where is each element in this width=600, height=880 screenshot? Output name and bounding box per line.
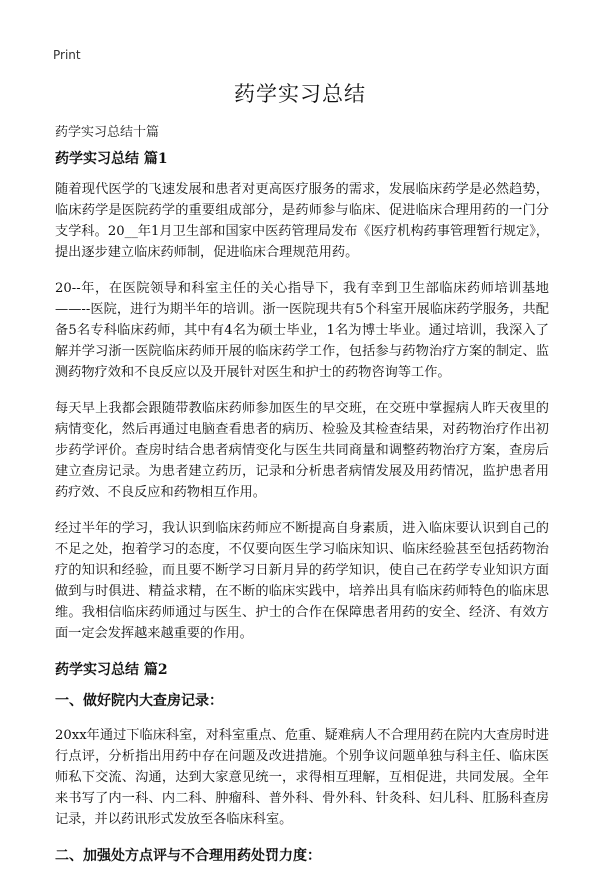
paragraph: 20xx年通过下临床科室，对科室重点、危重、疑难病人不合理用药在院内大查房时进行点评，分析指出用药中存在问题及改进措施。个别争议问题单独与科主任、临床医师私下交流、沟通，达到大家意见统一，求得相互理解，互相促进，共同发展。全年来书写了内一科、内二科、肿瘤科、普外科、骨外科、针灸科、妇儿科、肛肠科查房记录，并以药讯形式发放至各临床科室。	[55, 728, 549, 827]
sub-heading: 一、做好院内大查房记录：	[55, 693, 223, 709]
paragraph: 随着现代医学的飞速发展和患者对更高医疗服务的需求，发展临床药学是必然趋势，临床药学是医院药学的重要组成部分，是药师参与临床、促进临床合理用药的一门分支学科。20__年1月卫生部和国家中医药管理局发布《医疗机构药事管理暂行规定》，提出逐步建立临床药师制，促进临床合理规范用药。	[55, 182, 549, 260]
paragraph: 20--年，在医院领导和科室主任的关心指导下，我有幸到卫生部临床药师培训基地——--医院，进行为期半年的培训。浙一医院现共有5个科室开展临床药学服务，共配备5名专科临床药师，其中有4名为硕士毕业，1名为博士毕业。通过培训，我深入了解并学习浙一医院临床药师开展的临床药学工作，包括参与药物治疗方案的制定、监测药物疗效和不良反应以及开展针对医生和护士的药物咨询等工作。	[55, 281, 549, 380]
section-heading-1: 药学实习总结 篇1	[55, 151, 168, 167]
sub-heading: 二、加强处方点评与不合理用药处罚力度：	[55, 848, 321, 864]
print-label[interactable]: Print	[53, 48, 81, 62]
document-title: 药学实习总结	[234, 82, 366, 106]
section-heading-2: 药学实习总结 篇2	[55, 662, 168, 678]
document-subtitle: 药学实习总结十篇	[55, 125, 160, 140]
paragraph: 每天早上我都会跟随带教临床药师参加医生的早交班，在交班中掌握病人昨天夜里的病情变化，然后再通过电脑查看患者的病历、检验及其检查结果，对药物治疗作出初步药学评价。查房时结合患者病情变化与医生共同商量和调整药物治疗方案，查房后建立查房记录。为患者建立药历，记录和分析患者病情发展及用药情况，监护患者用药疗效、不良反应和药物相互作用。	[55, 401, 549, 500]
paragraph: 经过半年的学习，我认识到临床药师应不断提高自身素质，进入临床要认识到自己的不足之处，抱着学习的态度，不仅要向医生学习临床知识、临床经验甚至包括药物治疗的知识和经验，而且要不断学习日新月异的药学知识，使自己在药学专业知识方面做到与时俱进、精益求精，在不断的临床实践中，培养出具有临床药师特色的临床思维。我相信临床药师通过与医生、护士的合作在保障患者用药的安全、经济、有效方面一定会发挥越来越重要的作用。	[55, 521, 549, 641]
document-body	[55, 148, 549, 880]
